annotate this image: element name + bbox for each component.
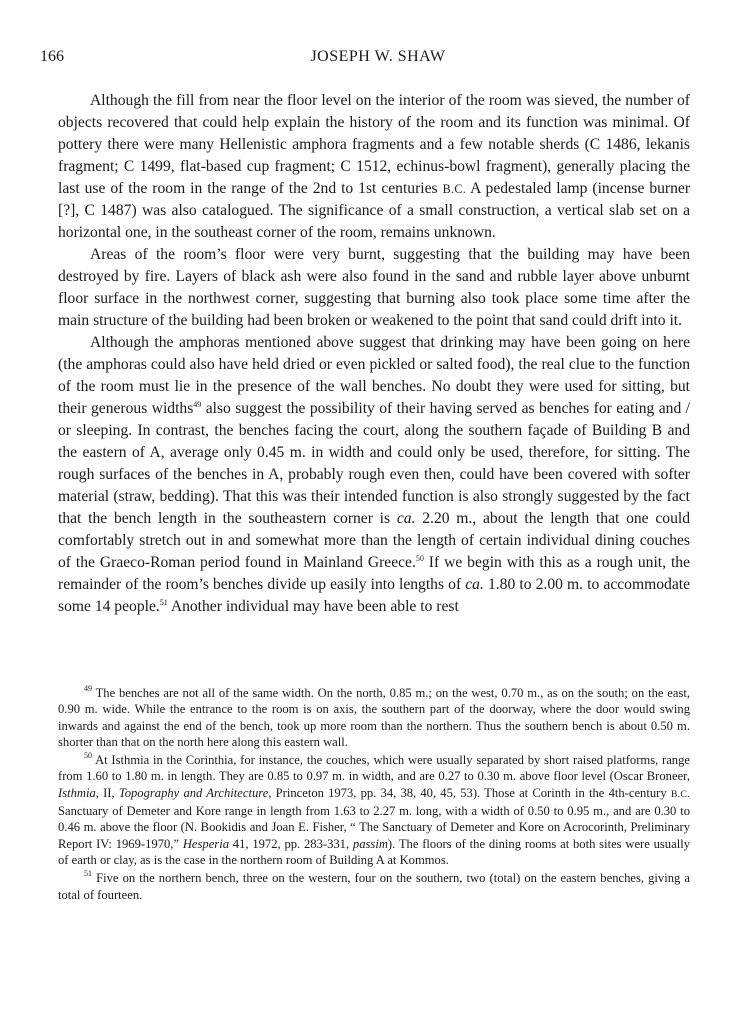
footnote-marker: 49 (84, 684, 92, 693)
footnote-51: $^{51}$ Five on the northern bench, three on the western, four on the southern, two (total) on the eastern benches, giving a total of fourteen. (58, 869, 690, 902)
paragraph-1: Although the fill from near the floor level on the interior of the room was sieved, the number of objects recovered that could help explain the history of the room and its function was minimal. Of pottery there were many Hellenistic amphora fragments and a few notable sherds (C 1486, lekanis fragment; C 1499, flat-based cup fragment; C 1512, echinus-bowl fragment), generally placing the last use of the room in the range of the 2nd to 1st centuries B.C. A pedestaled lamp (incense burner [?], C 1487) was also catalogued. The significance of a small construction, a vertical slab set on a horizontal one, in the southeast corner of the room, remains unknown. (58, 92, 691, 241)
running-title: JOSEPH W. SHAW (310, 48, 446, 65)
paragraph-2: Areas of the room’s floor were very burnt, suggesting that the building may have been destroyed by fire. Layers of black ash were also found in the sand and rubble layer above unburnt floor surface in the northwest corner, suggesting that burning also took place some time after the main structure of the building had been broken or weakened to the point that sand could drift into it. (58, 246, 690, 329)
paragraph-3: Although the amphoras mentioned above suggest that drinking may have been going on here (the amphoras could also have held dried or even pickled or salted food), the real clue to the function of the room must lie in the presence of the wall benches. No doubt they were used for sitting, but their generous widths$^{49}$ also suggest the possibility of their having served as benches for eating and / or sleeping. In contrast, the benches facing the court, along the southern façade of Building B and the eastern of A, average only 0.45 m. in width and could only be used, therefore, for sitting. The rough surfaces of the benches in A, probably rough even then, could have been covered with softer material (straw, bedding). That this was their intended function is also strongly suggested by the fact that the bench length in the southeastern corner is ca. 2.20 m., about the length that one could comfortably stretch out in and somewhat more than the length of certain individual dining couches of the Graeco-Roman period found in Mainland Greece.$^{50}$ If we begin with this as a rough unit, the remainder of the room’s benches divide up easily into lengths of ca. 1.80 to 2.00 m. to accommodate some 14 people.$^{51}$ Another individual may have been able to rest (58, 334, 691, 615)
footnote-50: $^{50}$ At Isthmia in the Corinthia, for instance, the couches, which were usually separated by short raised platforms, range from 1.60 to 1.80 m. in length. They are 0.85 to 0.97 m. in width, and are 0.27 to 0.30 m. above floor level (Oscar Broneer, Isthmia, II, Topography and Architecture, Princeton 1973, pp. 34, 38, 40, 45, 53). Those at Corinth in the 4th-century B.C. Sanctuary of Demeter and Kore range in length from 1.63 to 2.27 m. long, with a width of 0.50 to 0.95 m., and are 0.30 to 0.46 m. above the floor (N. Bookidis and Joan E. Fisher, “ The Sanctuary of Demeter and Kore on Acrocorinth, Preliminary Report IV: 1969-1970,” Hesperia 41, 1972, pp. 283-331, passim). The floors of the dining rooms at both sites were usually of earth or clay, as is the case in the northern room of Building A at Kommos. (58, 751, 691, 867)
footnote-49: $^{49}$ The benches are not all of the same width. On the north, 0.85 m.; on the west, 0.70 m., as on the south; on the east, 0.90 m. wide. While the entrance to the room is on axis, the southern part of the doorway, where the door would swing inwards and against the end of the bench, took up more room than the northern. Thus the southern bench is about 0.50 m. shorter than that on the north here along this eastern wall. (58, 684, 690, 749)
body-text (58, 90, 690, 618)
page-header (0, 48, 756, 72)
footnote-ref-51[interactable]: 51 (159, 598, 168, 607)
page-number: 166 (40, 48, 64, 65)
footnote-ref-50[interactable]: 50 (415, 554, 424, 563)
footnote-marker: 50 (84, 751, 92, 761)
footnote-ref-49[interactable]: 49 (193, 400, 202, 409)
footnotes (58, 685, 690, 905)
footnote-marker: 51 (84, 869, 92, 879)
era-abbreviation: B.C. (442, 182, 467, 196)
